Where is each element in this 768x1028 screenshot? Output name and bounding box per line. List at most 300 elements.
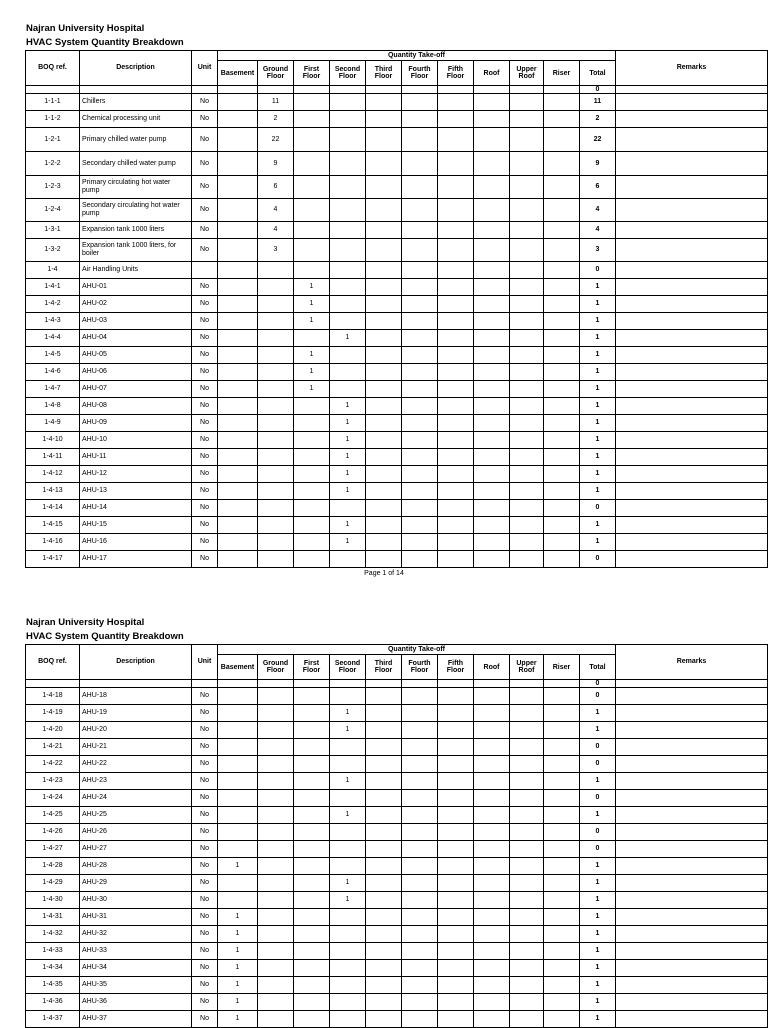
quantity-cell	[438, 415, 474, 432]
quantity-cell	[438, 330, 474, 347]
quantity-cell	[218, 739, 258, 756]
total-cell: 0	[580, 262, 616, 279]
quantity-cell	[258, 381, 294, 398]
quantity-cell	[258, 705, 294, 722]
quantity-cell	[330, 500, 366, 517]
unit-cell: No	[192, 773, 218, 790]
quantity-cell	[474, 1011, 510, 1028]
table-row	[26, 824, 768, 841]
boq-ref-cell: 1-4-2	[26, 296, 80, 313]
quantity-cell	[294, 500, 330, 517]
boq-ref-cell: 1-4	[26, 262, 80, 279]
description-cell: AHU-37	[80, 1011, 192, 1028]
boq-ref-cell: 1-4-18	[26, 688, 80, 705]
quantity-cell	[438, 841, 474, 858]
quantity-cell	[438, 94, 474, 111]
total-cell: 1	[580, 432, 616, 449]
quantity-cell	[510, 415, 544, 432]
quantity-cell	[474, 449, 510, 466]
quantity-cell	[366, 313, 402, 330]
quantity-cell	[438, 398, 474, 415]
quantity-cell	[510, 1011, 544, 1028]
quantity-cell	[258, 449, 294, 466]
quantity-cell	[438, 239, 474, 262]
column-header-floor: Basement	[218, 61, 258, 86]
quantity-cell	[474, 994, 510, 1011]
description-cell: AHU-04	[80, 330, 192, 347]
quantity-cell	[366, 111, 402, 128]
boq-ref-cell: 1-3-1	[26, 222, 80, 239]
unit-cell: No	[192, 500, 218, 517]
quantity-cell	[510, 705, 544, 722]
quantity-cell	[330, 111, 366, 128]
quantity-cell	[218, 551, 258, 568]
quantity-cell	[218, 111, 258, 128]
table-row	[26, 534, 768, 551]
quantity-cell	[438, 128, 474, 152]
quantity-cell	[330, 841, 366, 858]
quantity-cell: 1	[294, 313, 330, 330]
remarks-cell	[616, 994, 768, 1011]
quantity-cell	[510, 858, 544, 875]
quantity-cell	[510, 222, 544, 239]
quantity-cell	[438, 152, 474, 176]
quantity-cell	[510, 960, 544, 977]
quantity-cell	[510, 94, 544, 111]
quantity-cell	[544, 534, 580, 551]
quantity-cell	[544, 128, 580, 152]
quantity-cell	[402, 94, 438, 111]
remarks-cell	[616, 483, 768, 500]
column-header-unit: Unit	[192, 645, 218, 680]
quantity-cell	[258, 500, 294, 517]
quantity-cell	[258, 688, 294, 705]
column-header-boq-ref: BOQ ref.	[26, 51, 80, 86]
quantity-cell	[474, 152, 510, 176]
quantity-cell	[474, 841, 510, 858]
remarks-cell	[616, 705, 768, 722]
quantity-cell	[258, 790, 294, 807]
quantity-cell	[402, 1011, 438, 1028]
quantity-cell	[330, 551, 366, 568]
unit-cell: No	[192, 994, 218, 1011]
quantity-cell	[294, 128, 330, 152]
quantity-cell	[474, 466, 510, 483]
empty-cell	[438, 86, 474, 94]
quantity-cell: 1	[218, 943, 258, 960]
description-cell: Expansion tank 1000 liters	[80, 222, 192, 239]
quantity-cell	[294, 94, 330, 111]
unit-cell: No	[192, 739, 218, 756]
table-row	[26, 756, 768, 773]
quantity-cell	[330, 176, 366, 199]
quantity-cell	[366, 551, 402, 568]
quantity-cell	[294, 517, 330, 534]
quantity-cell	[510, 111, 544, 128]
quantity-cell	[438, 960, 474, 977]
table-row	[26, 381, 768, 398]
quantity-cell	[402, 773, 438, 790]
quantity-cell	[366, 892, 402, 909]
quantity-cell	[330, 994, 366, 1011]
description-cell: AHU-24	[80, 790, 192, 807]
table-row	[26, 773, 768, 790]
quantity-cell	[294, 688, 330, 705]
table-row	[26, 466, 768, 483]
boq-ref-cell: 1-4-5	[26, 347, 80, 364]
quantity-cell	[474, 111, 510, 128]
column-header-floor: Upper Roof	[510, 61, 544, 86]
quantity-cell	[330, 296, 366, 313]
quantity-cell	[366, 330, 402, 347]
unit-cell: No	[192, 152, 218, 176]
quantity-cell	[474, 739, 510, 756]
unit-cell: No	[192, 858, 218, 875]
quantity-cell	[474, 943, 510, 960]
quantity-cell	[294, 398, 330, 415]
unit-cell: No	[192, 94, 218, 111]
quantity-cell	[402, 128, 438, 152]
empty-cell	[294, 680, 330, 688]
quantity-cell	[510, 199, 544, 222]
quantity-cell: 1	[294, 279, 330, 296]
total-cell: 1	[580, 398, 616, 415]
description-cell: AHU-35	[80, 977, 192, 994]
empty-cell	[366, 86, 402, 94]
quantity-cell	[294, 926, 330, 943]
quantity-cell	[402, 960, 438, 977]
table-row	[26, 722, 768, 739]
quantity-cell	[366, 858, 402, 875]
quantity-cell	[402, 943, 438, 960]
table-row	[26, 977, 768, 994]
quantity-cell	[544, 977, 580, 994]
quantity-cell	[402, 739, 438, 756]
remarks-cell	[616, 841, 768, 858]
quantity-cell	[438, 790, 474, 807]
quantity-cell: 1	[330, 398, 366, 415]
quantity-cell	[438, 688, 474, 705]
total-cell: 0	[580, 756, 616, 773]
description-cell: Secondary circulating hot water pump	[80, 199, 192, 222]
quantity-cell	[510, 551, 544, 568]
quantity-cell	[258, 262, 294, 279]
quantity-cell	[438, 222, 474, 239]
unit-cell: No	[192, 330, 218, 347]
description-cell: AHU-26	[80, 824, 192, 841]
table-row	[26, 960, 768, 977]
quantity-cell	[258, 841, 294, 858]
quantity-cell	[294, 415, 330, 432]
remarks-cell	[616, 364, 768, 381]
quantity-cell	[294, 705, 330, 722]
quantity-cell	[294, 722, 330, 739]
remarks-cell	[616, 739, 768, 756]
table-row	[26, 176, 768, 199]
quantity-cell	[402, 279, 438, 296]
quantity-cell	[402, 398, 438, 415]
quantity-cell	[544, 688, 580, 705]
quantity-cell	[294, 176, 330, 199]
subtotal-row	[26, 680, 768, 688]
unit-cell: No	[192, 1011, 218, 1028]
unit-cell: No	[192, 432, 218, 449]
quantity-cell	[402, 926, 438, 943]
column-header-floor: Basement	[218, 655, 258, 680]
remarks-cell	[616, 466, 768, 483]
boq-ref-cell: 1-4-25	[26, 807, 80, 824]
quantity-cell	[438, 313, 474, 330]
quantity-cell	[474, 517, 510, 534]
description-cell: AHU-21	[80, 739, 192, 756]
quantity-cell	[474, 500, 510, 517]
quantity-cell	[510, 926, 544, 943]
quantity-cell	[366, 739, 402, 756]
boq-ref-cell: 1-4-13	[26, 483, 80, 500]
quantity-cell	[544, 432, 580, 449]
quantity-cell: 1	[330, 449, 366, 466]
quantity-cell	[330, 262, 366, 279]
quantity-cell	[218, 279, 258, 296]
quantity-cell	[402, 517, 438, 534]
quantity-cell	[438, 722, 474, 739]
quantity-cell	[330, 790, 366, 807]
quantity-cell	[510, 807, 544, 824]
unit-cell: No	[192, 977, 218, 994]
quantity-cell	[218, 381, 258, 398]
quantity-cell	[366, 807, 402, 824]
remarks-cell	[616, 313, 768, 330]
quantity-cell	[510, 773, 544, 790]
remarks-cell	[616, 680, 768, 688]
total-cell: 1	[580, 909, 616, 926]
remarks-cell	[616, 330, 768, 347]
table-row	[26, 199, 768, 222]
remarks-cell	[616, 790, 768, 807]
total-cell: 1	[580, 960, 616, 977]
quantity-cell	[438, 534, 474, 551]
quantity-cell	[402, 688, 438, 705]
quantity-cell	[218, 807, 258, 824]
boq-ref-cell: 1-4-21	[26, 739, 80, 756]
quantity-cell	[438, 500, 474, 517]
total-cell: 1	[580, 313, 616, 330]
description-cell: Air Handling Units	[80, 262, 192, 279]
boq-ref-cell: 1-4-23	[26, 773, 80, 790]
table-row	[26, 330, 768, 347]
boq-ref-cell: 1-4-15	[26, 517, 80, 534]
empty-cell	[192, 680, 218, 688]
quantity-cell	[294, 960, 330, 977]
table-row	[26, 128, 768, 152]
boq-ref-cell: 1-4-20	[26, 722, 80, 739]
table-row	[26, 551, 768, 568]
total-cell: 0	[580, 688, 616, 705]
quantity-cell	[294, 483, 330, 500]
column-header-quantity-takeoff: Quantity Take-off	[218, 51, 616, 61]
quantity-cell	[330, 128, 366, 152]
quantity-cell	[366, 1011, 402, 1028]
subtotal-cell: 0	[580, 86, 616, 94]
description-cell: AHU-15	[80, 517, 192, 534]
remarks-cell	[616, 688, 768, 705]
quantity-cell	[366, 415, 402, 432]
quantity-cell: 1	[294, 381, 330, 398]
quantity-cell	[510, 432, 544, 449]
unit-cell: No	[192, 313, 218, 330]
quantity-cell	[474, 756, 510, 773]
quantity-cell	[366, 926, 402, 943]
description-cell: AHU-31	[80, 909, 192, 926]
quantity-cell	[330, 926, 366, 943]
unit-cell: No	[192, 722, 218, 739]
total-cell: 1	[580, 705, 616, 722]
quantity-cell	[402, 432, 438, 449]
description-cell: AHU-16	[80, 534, 192, 551]
quantity-cell	[510, 128, 544, 152]
remarks-cell	[616, 415, 768, 432]
quantity-cell	[544, 176, 580, 199]
total-cell: 0	[580, 824, 616, 841]
quantity-cell	[510, 466, 544, 483]
total-cell: 0	[580, 841, 616, 858]
quantity-cell	[402, 364, 438, 381]
quantity-cell	[510, 381, 544, 398]
quantity-cell	[474, 199, 510, 222]
quantity-cell	[258, 875, 294, 892]
empty-cell	[258, 680, 294, 688]
quantity-cell	[218, 688, 258, 705]
quantity-cell	[510, 841, 544, 858]
quantity-cell	[438, 347, 474, 364]
description-cell: AHU-05	[80, 347, 192, 364]
remarks-cell	[616, 500, 768, 517]
remarks-cell	[616, 534, 768, 551]
total-cell: 1	[580, 347, 616, 364]
unit-cell: No	[192, 926, 218, 943]
remarks-cell	[616, 176, 768, 199]
quantity-cell	[258, 943, 294, 960]
quantity-cell	[438, 364, 474, 381]
quantity-cell	[294, 892, 330, 909]
quantity-cell	[218, 222, 258, 239]
quantity-cell	[218, 262, 258, 279]
quantity-cell	[474, 858, 510, 875]
quantity-cell	[366, 722, 402, 739]
boq-ref-cell: 1-2-2	[26, 152, 80, 176]
quantity-cell	[330, 381, 366, 398]
remarks-cell	[616, 551, 768, 568]
quantity-cell	[510, 279, 544, 296]
quantity-cell: 1	[218, 1011, 258, 1028]
table-row	[26, 841, 768, 858]
description-cell: AHU-27	[80, 841, 192, 858]
empty-cell	[258, 86, 294, 94]
total-cell: 1	[580, 977, 616, 994]
quantity-cell	[218, 128, 258, 152]
quantity-cell: 1	[330, 722, 366, 739]
unit-cell: No	[192, 688, 218, 705]
unit-cell: No	[192, 176, 218, 199]
total-cell: 0	[580, 790, 616, 807]
quantity-cell	[402, 483, 438, 500]
quantity-cell	[544, 449, 580, 466]
quantity-cell	[294, 977, 330, 994]
quantity-cell: 1	[330, 807, 366, 824]
column-header-floor: Fourth Floor	[402, 655, 438, 680]
quantity-cell	[438, 551, 474, 568]
quantity-cell	[330, 313, 366, 330]
table-row	[26, 279, 768, 296]
quantity-cell	[294, 239, 330, 262]
quantity-cell	[366, 199, 402, 222]
quantity-cell	[544, 824, 580, 841]
quantity-cell	[366, 756, 402, 773]
quantity-cell	[330, 364, 366, 381]
boq-ref-cell: 1-1-2	[26, 111, 80, 128]
remarks-cell	[616, 773, 768, 790]
quantity-cell: 1	[330, 483, 366, 500]
unit-cell: No	[192, 756, 218, 773]
quantity-cell: 1	[218, 977, 258, 994]
boq-ref-cell: 1-4-3	[26, 313, 80, 330]
quantity-cell	[258, 1011, 294, 1028]
total-cell: 6	[580, 176, 616, 199]
table-row	[26, 111, 768, 128]
total-cell: 1	[580, 449, 616, 466]
quantity-cell	[366, 943, 402, 960]
remarks-cell	[616, 892, 768, 909]
quantity-cell	[294, 756, 330, 773]
column-header-floor: First Floor	[294, 655, 330, 680]
quantity-cell: 6	[258, 176, 294, 199]
quantity-cell	[258, 824, 294, 841]
quantity-cell	[218, 841, 258, 858]
unit-cell	[192, 262, 218, 279]
quantity-cell	[218, 152, 258, 176]
remarks-cell	[616, 279, 768, 296]
total-cell: 1	[580, 296, 616, 313]
boq-ref-cell: 1-4-26	[26, 824, 80, 841]
remarks-cell	[616, 398, 768, 415]
quantity-cell	[544, 705, 580, 722]
quantity-cell: 1	[218, 960, 258, 977]
empty-cell	[366, 680, 402, 688]
quantity-cell	[402, 722, 438, 739]
quantity-cell	[294, 841, 330, 858]
quantity-cell: 1	[330, 432, 366, 449]
quantity-cell	[544, 279, 580, 296]
quantity-cell	[438, 824, 474, 841]
quantity-cell	[402, 111, 438, 128]
quantity-cell	[366, 432, 402, 449]
empty-cell	[80, 680, 192, 688]
column-header-floor: Riser	[544, 61, 580, 86]
unit-cell: No	[192, 841, 218, 858]
column-header-floor: Ground Floor	[258, 655, 294, 680]
quantity-cell	[510, 790, 544, 807]
quantity-cell	[366, 279, 402, 296]
quantity-cell	[544, 994, 580, 1011]
empty-cell	[218, 680, 258, 688]
unit-cell: No	[192, 128, 218, 152]
quantity-cell	[258, 279, 294, 296]
quantity-cell	[402, 330, 438, 347]
unit-cell: No	[192, 943, 218, 960]
quantity-cell	[366, 262, 402, 279]
quantity-cell	[474, 239, 510, 262]
quantity-cell	[510, 296, 544, 313]
